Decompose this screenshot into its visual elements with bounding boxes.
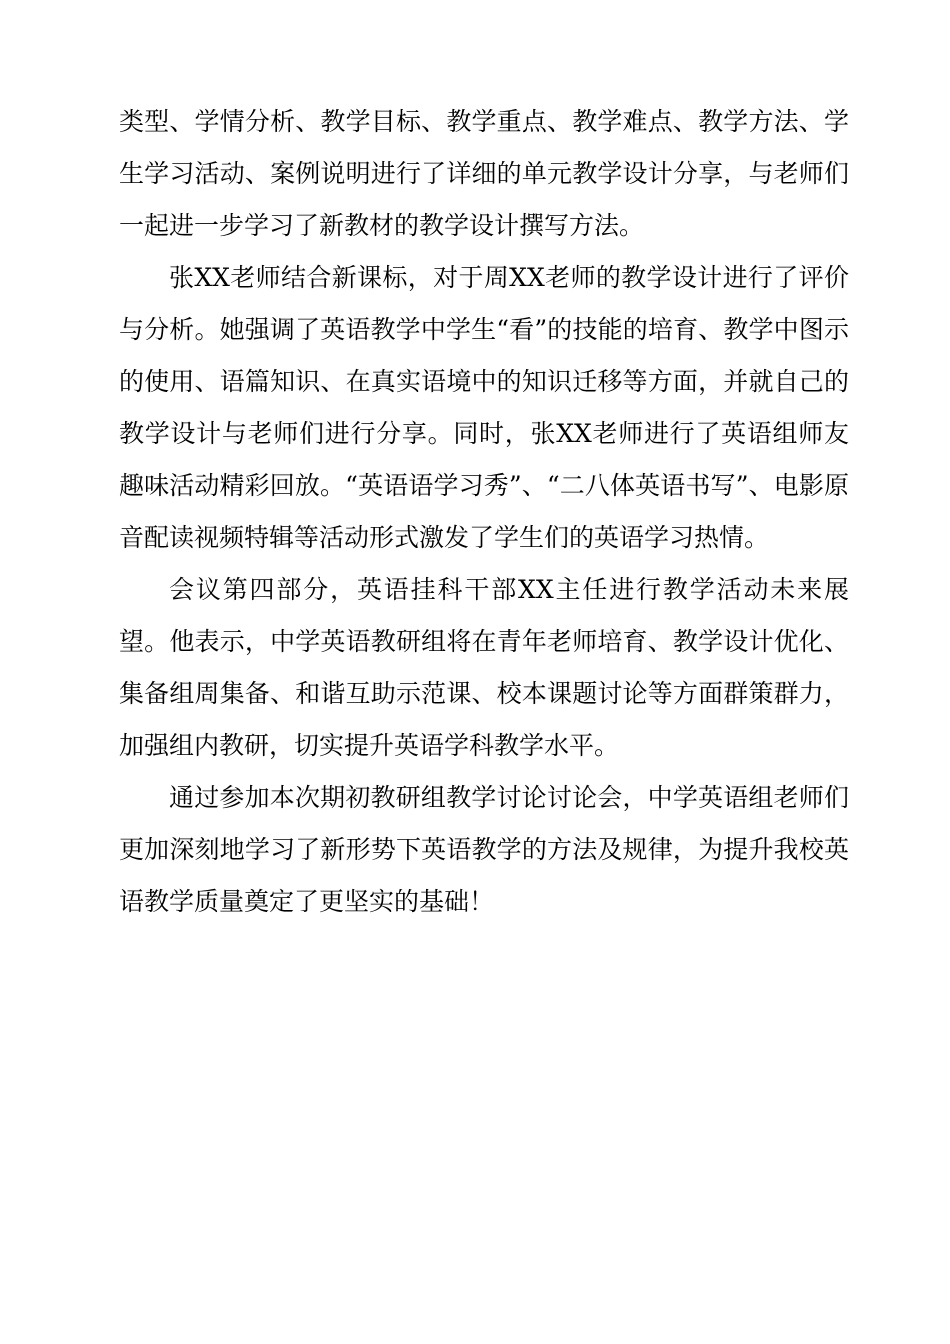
document-body (119, 96, 849, 928)
paragraph-1: 类型、学情分析、教学目标、教学重点、教学难点、教学方法、学生学习活动、案例说明进行了详细的单元教学设计分享，与老师们一起进一步学习了新教材的教学设计撰写方法。 (119, 107, 849, 240)
paragraph-2: 张XX老师结合新课标，对于周XX老师的教学设计进行了评价与分析。她强调了英语教学中学生“看”的技能的培育、教学中图示的使用、语篇知识、在真实语境中的知识迁移等方面，并就自己的教学设计与老师们进行分享。同时，张XX老师进行了英语组师友趣味活动精彩回放。“英语语学习秀”、“二八体英语书写”、电影原音配读视频特辑等活动形式激发了学生们的英语学习热情。 (119, 263, 849, 552)
paragraph-4: 通过参加本次期初教研组教学讨论讨论会，中学英语组老师们更加深刻地学习了新形势下英语教学的方法及规律，为提升我校英语教学质量奠定了更坚实的基础！ (119, 783, 849, 916)
paragraph-3: 会议第四部分，英语挂科干部XX主任进行教学活动未来展望。他表示，中学英语教研组将在青年老师培育、教学设计优化、集备组周集备、和谐互助示范课、校本课题讨论等方面群策群力，加强组内教研，切实提升英语学科教学水平。 (119, 575, 849, 760)
